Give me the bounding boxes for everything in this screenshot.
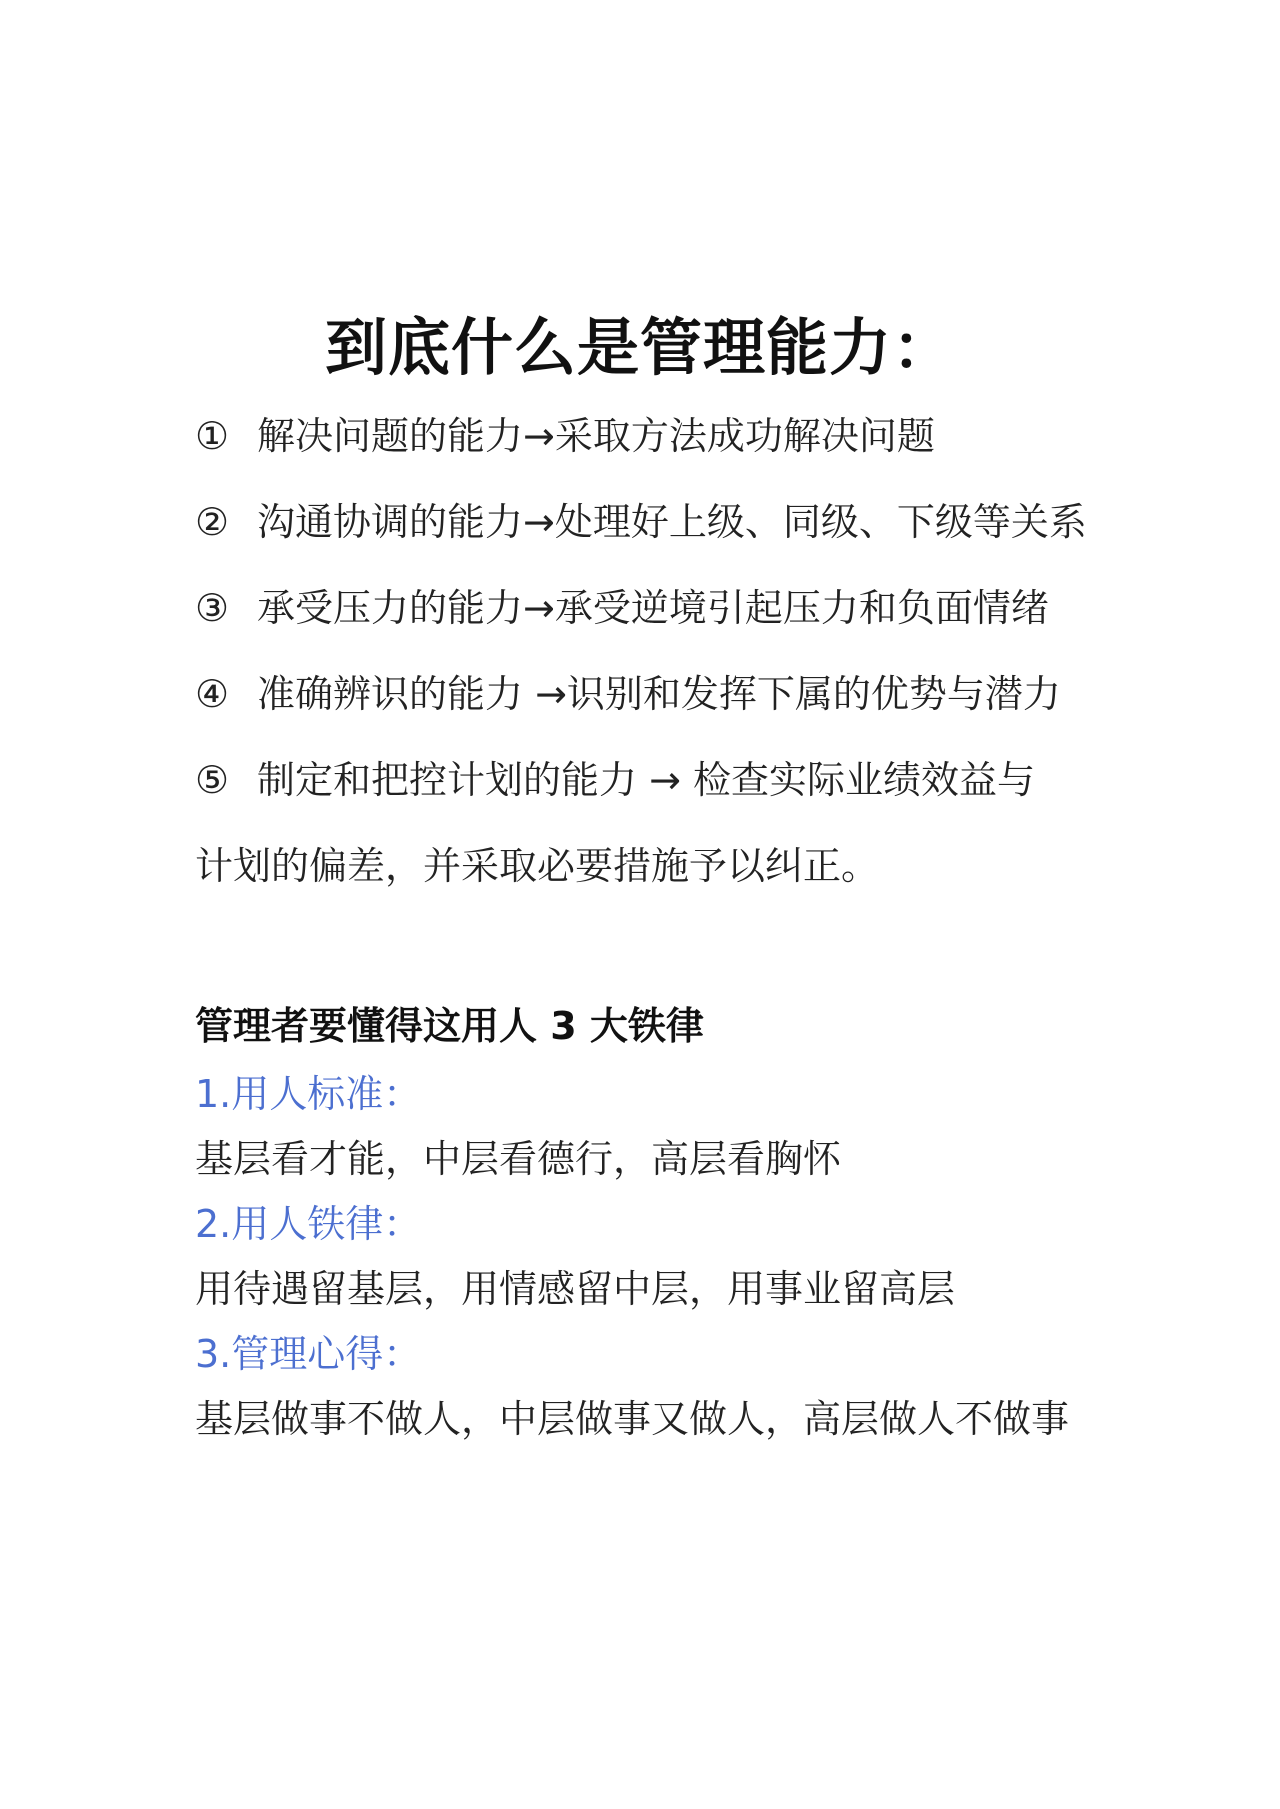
ability-item-3 (195, 582, 1049, 634)
rule-body-1: 基层看才能，中层看德行，高层看胸怀 (195, 1137, 842, 1181)
ability-text: 解决问题的能力→采取方法成功解决问题 (257, 414, 935, 458)
rule-heading-1: 1.用人标准： (195, 1072, 422, 1116)
rules-section-title: 管理者要懂得这用人 3 大铁律 (195, 1004, 704, 1048)
ability-number: ③ (195, 586, 230, 630)
ability-text: 承受压力的能力→承受逆境引起压力和负面情绪 (257, 586, 1049, 630)
rule-body-2: 用待遇留基层，用情感留中层，用事业留高层 (195, 1267, 956, 1311)
rule-body-3: 基层做事不做人，中层做事又做人，高层做人不做事 (195, 1397, 1070, 1441)
ability-text: 沟通协调的能力→处理好上级、同级、下级等关系 (257, 500, 1087, 544)
ability-item-5-continuation: 计划的偏差，并采取必要措施予以纠正。 (195, 844, 880, 888)
ability-number: ② (195, 500, 230, 544)
ability-item-4 (195, 668, 1061, 720)
ability-number: ④ (195, 672, 230, 716)
ability-number: ① (195, 414, 230, 458)
rule-heading-3: 3.管理心得： (195, 1332, 422, 1376)
ability-item-1 (195, 410, 935, 462)
page-title: 到底什么是管理能力： (324, 311, 955, 384)
ability-text: 制定和把控计划的能力 → 检查实际业绩效益与 (257, 758, 1036, 802)
ability-item-5 (195, 754, 1035, 806)
ability-number: ⑤ (195, 758, 230, 802)
rule-heading-2: 2.用人铁律： (195, 1202, 422, 1246)
ability-text: 准确辨识的能力 →识别和发挥下属的优势与潜力 (257, 672, 1061, 716)
ability-item-2 (195, 496, 1087, 548)
